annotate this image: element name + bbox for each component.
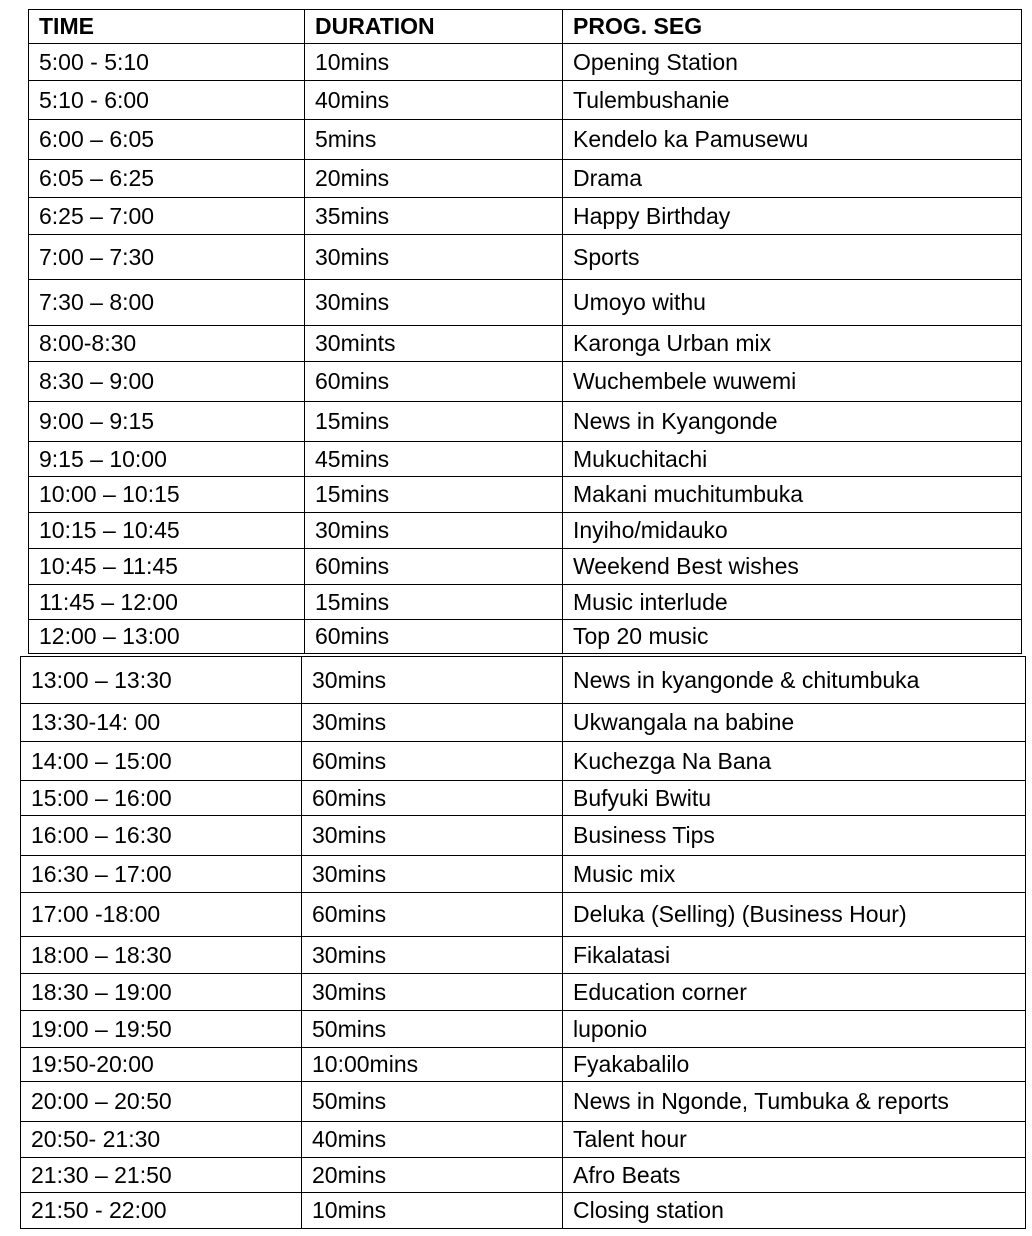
cell-duration: 60mins [302,781,563,816]
table-row [29,442,1022,477]
table-row [29,280,1022,326]
cell-duration: 5mins [305,120,563,160]
cell-segment: Music interlude [563,585,1022,620]
table-row [21,1193,1026,1229]
cell-segment: Makani muchitumbuka [563,477,1022,513]
cell-time: 8:30 – 9:00 [29,362,305,402]
table-row [29,620,1022,654]
cell-time: 14:00 – 15:00 [21,742,302,781]
cell-duration: 30mins [305,280,563,326]
cell-time: 10:15 – 10:45 [29,513,305,549]
cell-time: 6:00 – 6:05 [29,120,305,160]
cell-duration: 20mins [302,1158,563,1193]
cell-time: 6:05 – 6:25 [29,160,305,198]
cell-segment: Sports [563,235,1022,280]
cell-time: 5:10 - 6:00 [29,81,305,120]
cell-time: 13:00 – 13:30 [21,657,302,704]
cell-duration: 40mins [305,81,563,120]
cell-time: 11:45 – 12:00 [29,585,305,620]
table-row [29,402,1022,442]
cell-segment: Music mix [563,856,1026,893]
cell-segment: Umoyo withu [563,280,1022,326]
cell-duration: 45mins [305,442,563,477]
cell-duration: 60mins [305,549,563,585]
cell-segment: Tulembushanie [563,81,1022,120]
table-row [29,549,1022,585]
cell-time: 7:30 – 8:00 [29,280,305,326]
cell-duration: 30mins [302,816,563,856]
cell-time: 9:00 – 9:15 [29,402,305,442]
table-row [29,160,1022,198]
cell-duration: 30mins [305,235,563,280]
table-row [21,974,1026,1011]
cell-time: 10:00 – 10:15 [29,477,305,513]
header-time: TIME [29,10,305,44]
cell-duration: 20mins [305,160,563,198]
table-row [29,326,1022,362]
cell-segment: Closing station [563,1193,1026,1229]
cell-time: 19:00 – 19:50 [21,1011,302,1048]
schedule-body-top [29,44,1022,654]
cell-segment: Wuchembele wuwemi [563,362,1022,402]
table-row [29,120,1022,160]
table-row [21,1082,1026,1122]
table-row [29,235,1022,280]
cell-segment: Weekend Best wishes [563,549,1022,585]
table-row [21,816,1026,856]
cell-segment: Afro Beats [563,1158,1026,1193]
cell-duration: 15mins [305,402,563,442]
cell-segment: Education corner [563,974,1026,1011]
cell-duration: 35mins [305,198,563,235]
cell-segment: Karonga Urban mix [563,326,1022,362]
cell-time: 15:00 – 16:00 [21,781,302,816]
cell-segment: Inyiho/midauko [563,513,1022,549]
cell-time: 10:45 – 11:45 [29,549,305,585]
table-row [21,1158,1026,1193]
cell-time: 5:00 - 5:10 [29,44,305,81]
table-row [21,1011,1026,1048]
cell-segment: News in kyangonde & chitumbuka [563,657,1026,704]
cell-segment: Drama [563,160,1022,198]
cell-time: 21:50 - 22:00 [21,1193,302,1229]
table-row [21,1048,1026,1082]
cell-duration: 10mins [302,1193,563,1229]
cell-time: 9:15 – 10:00 [29,442,305,477]
cell-time: 21:30 – 21:50 [21,1158,302,1193]
table-row [29,198,1022,235]
table-row [29,44,1022,81]
table-row [21,704,1026,742]
cell-duration: 15mins [305,477,563,513]
cell-time: 16:30 – 17:00 [21,856,302,893]
cell-time: 18:30 – 19:00 [21,974,302,1011]
cell-segment: Talent hour [563,1122,1026,1158]
table-row [29,513,1022,549]
cell-segment: Ukwangala na babine [563,704,1026,742]
cell-segment: luponio [563,1011,1026,1048]
cell-segment: Mukuchitachi [563,442,1022,477]
cell-time: 7:00 – 7:30 [29,235,305,280]
cell-duration: 60mins [302,893,563,937]
cell-duration: 30mins [302,974,563,1011]
schedule-body-bottom [21,657,1026,1229]
table-row [29,81,1022,120]
cell-segment: Deluka (Selling) (Business Hour) [563,893,1026,937]
table-row [21,893,1026,937]
cell-segment: News in Ngonde, Tumbuka & reports [563,1082,1026,1122]
cell-duration: 15mins [305,585,563,620]
cell-time: 18:00 – 18:30 [21,937,302,974]
cell-time: 17:00 -18:00 [21,893,302,937]
cell-segment: Fikalatasi [563,937,1026,974]
table-row [21,1122,1026,1158]
table-row [21,937,1026,974]
cell-duration: 50mins [302,1082,563,1122]
table-row [21,856,1026,893]
cell-time: 16:00 – 16:30 [21,816,302,856]
table-row [29,585,1022,620]
schedule-table-bottom [20,656,1026,1229]
cell-duration: 30mins [302,704,563,742]
cell-time: 20:50- 21:30 [21,1122,302,1158]
cell-segment: Happy Birthday [563,198,1022,235]
cell-segment: Opening Station [563,44,1022,81]
cell-duration: 30mins [305,513,563,549]
cell-time: 12:00 – 13:00 [29,620,305,654]
cell-duration: 10mins [305,44,563,81]
cell-segment: Top 20 music [563,620,1022,654]
table-row [21,742,1026,781]
cell-duration: 40mins [302,1122,563,1158]
cell-duration: 50mins [302,1011,563,1048]
cell-duration: 30mins [302,937,563,974]
cell-segment: Business Tips [563,816,1026,856]
table-row [29,362,1022,402]
table-row [21,781,1026,816]
cell-duration: 30mints [305,326,563,362]
cell-time: 20:00 – 20:50 [21,1082,302,1122]
cell-duration: 30mins [302,657,563,704]
header-row [29,10,1022,44]
cell-segment: Fyakabalilo [563,1048,1026,1082]
cell-duration: 60mins [302,742,563,781]
cell-duration: 60mins [305,620,563,654]
cell-segment: Kuchezga Na Bana [563,742,1026,781]
schedule-table-top [28,9,1022,654]
cell-duration: 60mins [305,362,563,402]
table-row [21,657,1026,704]
cell-time: 13:30-14: 00 [21,704,302,742]
cell-time: 8:00-8:30 [29,326,305,362]
table-row [29,477,1022,513]
header-segment: PROG. SEG [563,10,1022,44]
cell-time: 19:50-20:00 [21,1048,302,1082]
cell-segment: Bufyuki Bwitu [563,781,1026,816]
cell-time: 6:25 – 7:00 [29,198,305,235]
cell-duration: 10:00mins [302,1048,563,1082]
cell-segment: News in Kyangonde [563,402,1022,442]
cell-duration: 30mins [302,856,563,893]
header-duration: DURATION [305,10,563,44]
cell-segment: Kendelo ka Pamusewu [563,120,1022,160]
